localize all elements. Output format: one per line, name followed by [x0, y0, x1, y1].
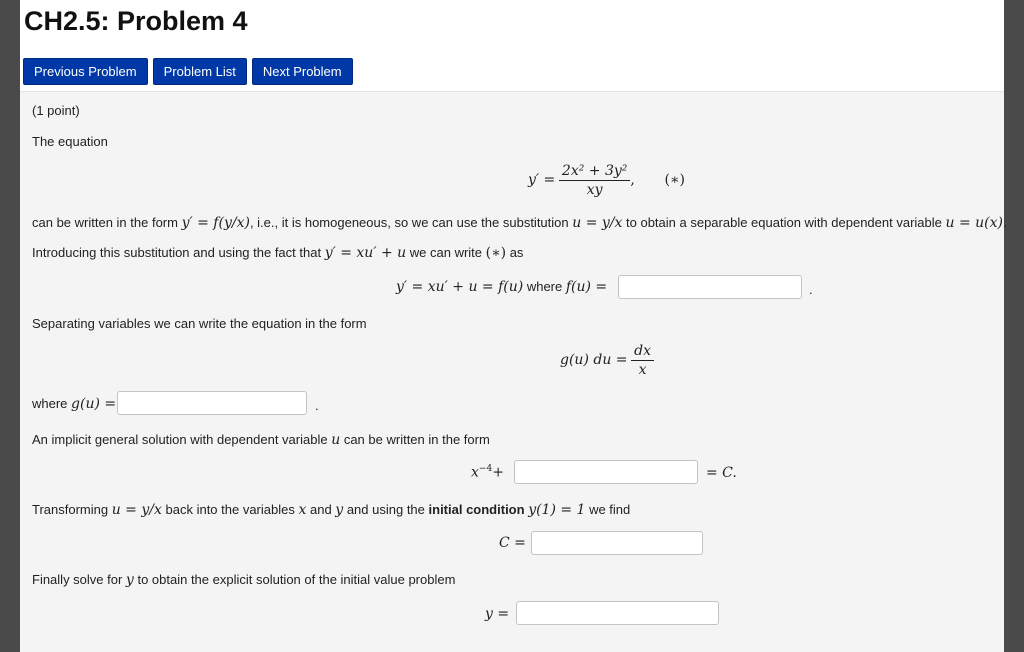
implicit-solution-input[interactable] — [514, 460, 698, 484]
implicit-rhs: = C. — [706, 465, 737, 481]
f-u-equation: y′ = xu′ + u = f(u) where f(u) = — [396, 279, 608, 295]
page-title: CH2.5: Problem 4 — [24, 6, 248, 36]
y-explicit-input[interactable] — [516, 601, 719, 625]
f-u-input[interactable] — [618, 275, 802, 299]
problem-nav — [23, 58, 353, 85]
f-u-period: . — [809, 282, 813, 297]
c-label: C = — [499, 535, 526, 551]
where-g-label: where g(u) = — [32, 396, 117, 412]
g-u-input[interactable] — [117, 391, 307, 415]
dx-over-x-fraction: $\frac{dx}{x}$ — [631, 342, 654, 379]
intro-text: The equation — [32, 134, 108, 149]
c-value-input[interactable] — [531, 531, 703, 555]
g-u-period: . — [315, 398, 319, 413]
implicit-solution-text: An implicit general solution with dependent variable u can be written in the form — [32, 432, 490, 448]
next-problem-button[interactable]: Next Problem — [252, 58, 353, 85]
equation-tag: (∗) — [664, 171, 685, 188]
main-equation-fraction: $\frac{\text{2x² + 3y²}}{xy}$ — [559, 162, 630, 199]
substitution-text: Introducing this substitution and using the fact that y′ = xu′ + u we can write (∗) as — [32, 245, 524, 261]
transforming-text: Transforming u = y/x back into the variables x and y and using the initial condition y(1) = 1 we find — [32, 502, 631, 518]
final-text: Finally solve for y to obtain the explicit solution of the initial value problem — [32, 572, 456, 588]
previous-problem-button[interactable]: Previous Problem — [23, 58, 148, 85]
separating-text: Separating variables we can write the equation in the form — [32, 316, 367, 331]
implicit-lhs: $x^{-4}+$ — [471, 464, 504, 481]
problem-page — [20, 0, 1007, 640]
main-equation: y′ = $\frac{\text{2x² + 3y²}}{xy}$ , (∗) — [528, 163, 685, 198]
y-label: y = — [485, 606, 510, 622]
problem-list-button[interactable]: Problem List — [153, 58, 247, 85]
separable-equation: g(u) du = $\frac{dx}{x}$ — [560, 342, 654, 379]
points-label: (1 point) — [32, 103, 80, 118]
homogeneous-text: can be written in the form y′ = f(y/x), i.e., it is homogeneous, so we can use the substitution u = y/x to obtain a separable equation with dependent variable u = u(x). — [32, 215, 1007, 231]
problem-body — [20, 91, 1007, 652]
